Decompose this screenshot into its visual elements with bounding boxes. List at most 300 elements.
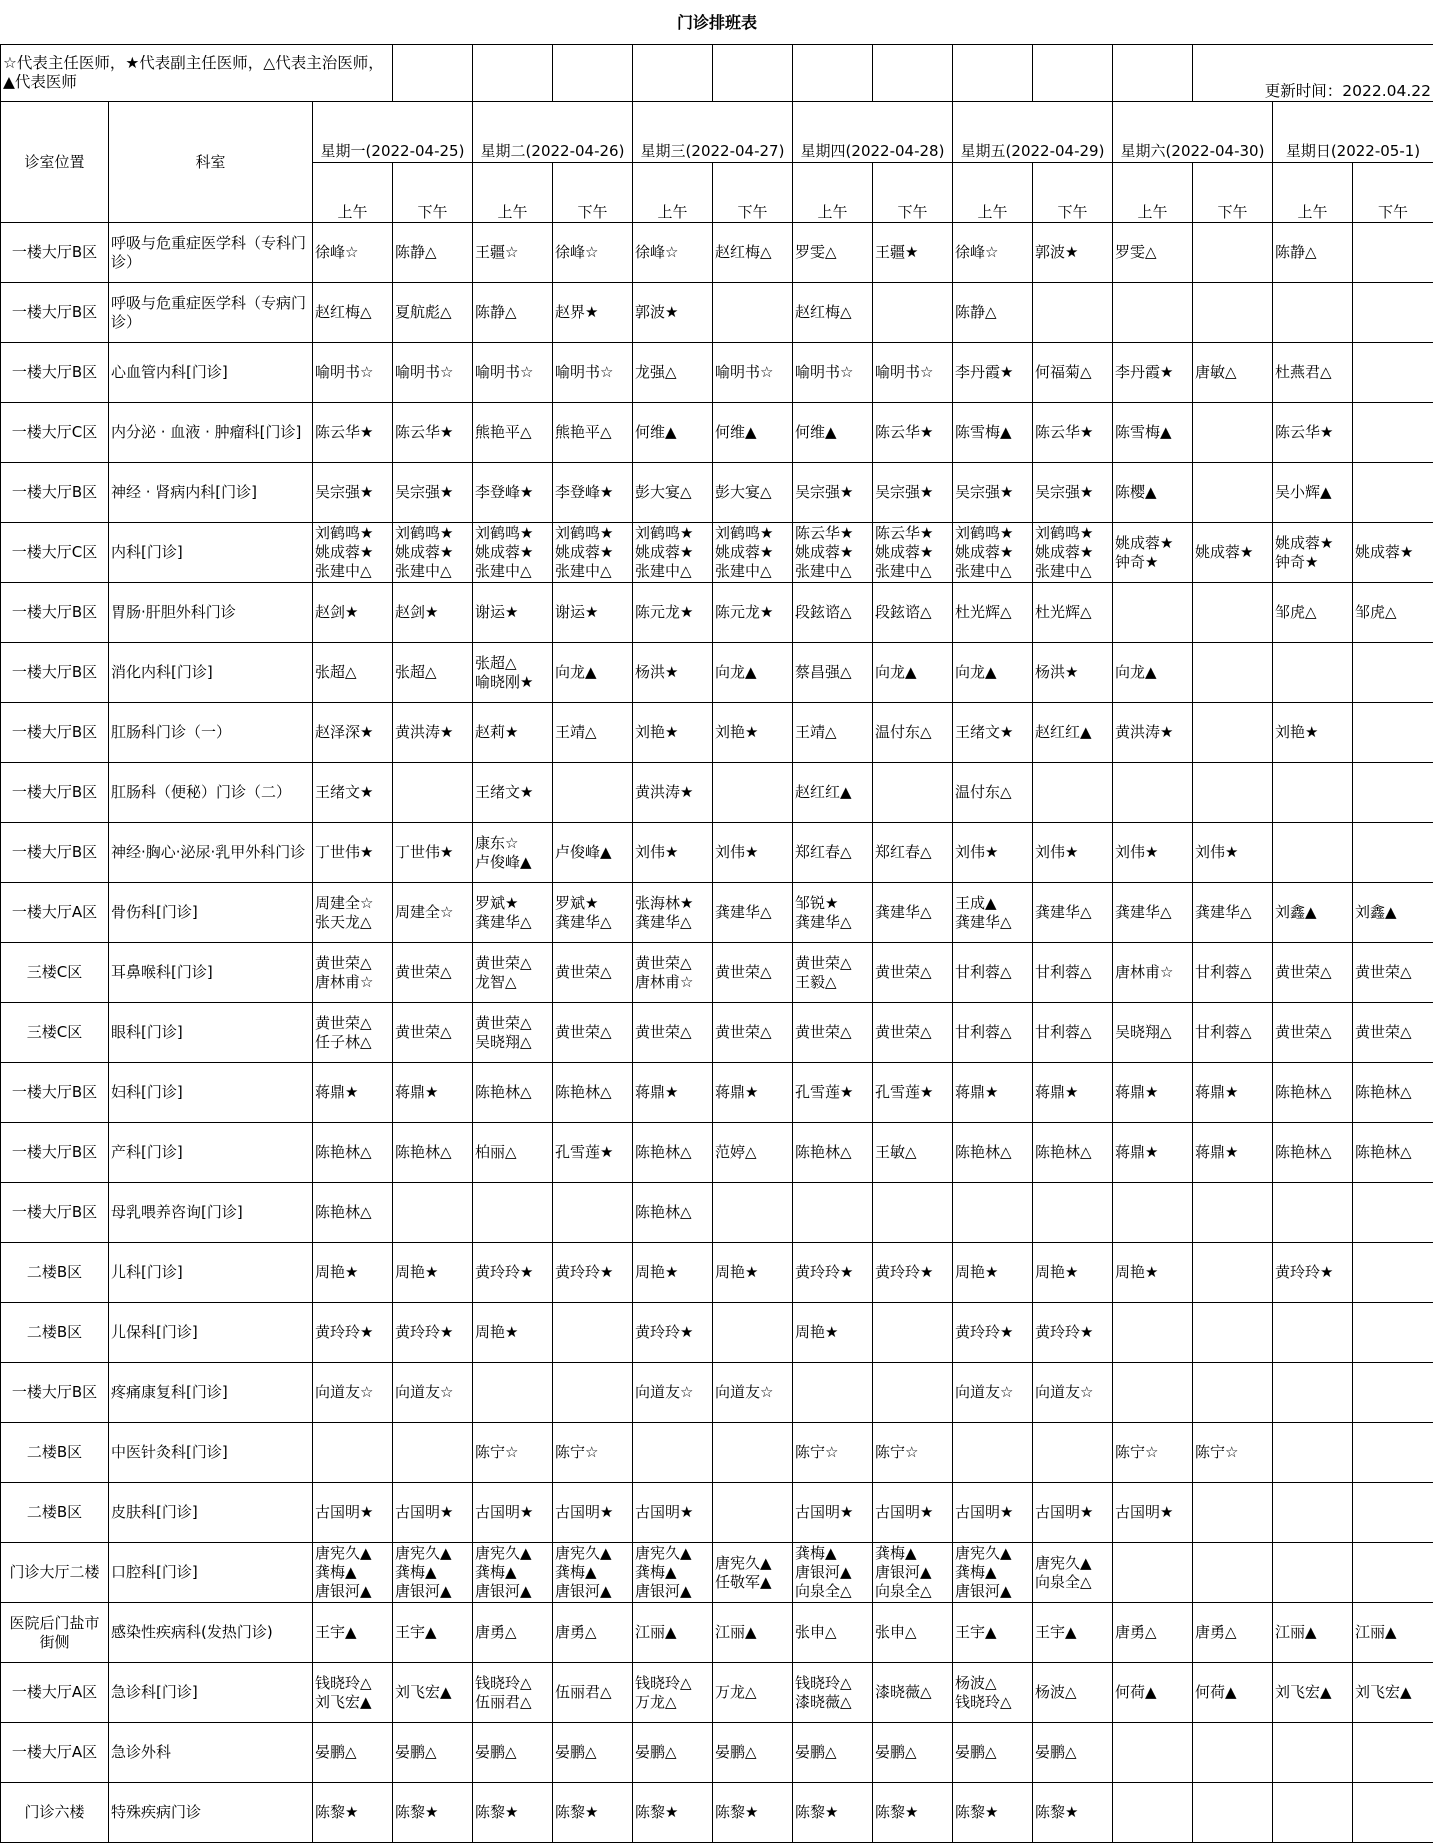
- doctor-name: 黄世荣△: [315, 953, 372, 972]
- doctor-name: 陈樱▲: [1115, 483, 1157, 501]
- schedule-cell: [1273, 763, 1353, 823]
- doctor-name: 张建中△: [1035, 562, 1092, 580]
- schedule-cell: [313, 1063, 393, 1123]
- location-cell: 一楼大厅C区: [1, 403, 109, 463]
- schedule-cell: [793, 883, 873, 943]
- schedule-cell: [1353, 1303, 1433, 1363]
- doctor-name: 吴宗强★: [875, 483, 934, 501]
- schedule-cell: [873, 1063, 953, 1123]
- schedule-cell: [1273, 1543, 1353, 1603]
- schedule-cell: [1113, 1483, 1193, 1543]
- doctor-name: 黄世荣△: [475, 1013, 532, 1032]
- doctor-name: 陈元龙★: [715, 603, 774, 621]
- schedule-cell: [393, 883, 473, 943]
- schedule-cell: [953, 883, 1033, 943]
- doctor-name: 王疆☆: [475, 243, 519, 261]
- table-row: [1, 943, 1433, 1003]
- doctor-name: 姚成蓉★: [715, 543, 774, 561]
- department-cell: 呼吸与危重症医学科（专病门诊）: [109, 283, 313, 343]
- schedule-cell: [793, 763, 873, 823]
- schedule-cell: [553, 343, 633, 403]
- schedule-cell: [1033, 1603, 1113, 1663]
- schedule-cell: [953, 283, 1033, 343]
- schedule-cell: [713, 703, 793, 763]
- schedule-cell: [1273, 583, 1353, 643]
- doctor-name: 甘利蓉△: [1035, 1023, 1092, 1041]
- schedule-cell: [953, 463, 1033, 523]
- doctor-name: 王绪文★: [955, 723, 1014, 741]
- doctor-name: 孔雪莲★: [875, 1083, 934, 1101]
- doctor-name: 陈云华★: [315, 423, 374, 441]
- schedule-cell: [1273, 823, 1353, 883]
- schedule-cell: [1113, 1663, 1193, 1723]
- doctor-name: 向龙▲: [555, 663, 597, 681]
- schedule-cell: [1113, 223, 1193, 283]
- doctor-name: 陈静△: [1275, 243, 1317, 261]
- doctor-name: 古国明★: [315, 1503, 374, 1521]
- doctor-name: 黄洪涛★: [395, 723, 454, 741]
- doctor-name: 王敏△: [875, 1143, 917, 1161]
- doctor-name: 陈宁☆: [475, 1443, 519, 1461]
- schedule-cell: [873, 1123, 953, 1183]
- schedule-cell: [633, 1723, 713, 1783]
- doctor-name: 陈艳林△: [795, 1143, 852, 1161]
- doctor-name: 刘鹤鸣★: [635, 524, 694, 542]
- doctor-name: 王绪文★: [475, 783, 534, 801]
- department-cell: 心血管内科[门诊]: [109, 343, 313, 403]
- schedule-cell: [793, 463, 873, 523]
- schedule-cell: [393, 823, 473, 883]
- doctor-name: 黄玲玲★: [1275, 1263, 1334, 1281]
- doctor-name: 蒋鼎★: [955, 1083, 999, 1101]
- doctor-name: 赵红梅△: [795, 303, 852, 321]
- doctor-name: 陈静△: [955, 303, 997, 321]
- schedule-cell: [473, 1663, 553, 1723]
- doctor-name: 唐银河▲: [395, 1582, 452, 1600]
- schedule-cell: [713, 943, 793, 1003]
- doctor-name: 龚建华△: [875, 903, 932, 921]
- doctor-name: 刘飞宏▲: [315, 1692, 372, 1711]
- doctor-name: 黄玲玲★: [395, 1323, 454, 1341]
- schedule-cell: [1113, 1543, 1193, 1603]
- doctor-name: 唐宪久▲: [555, 1544, 612, 1562]
- schedule-cell: [1353, 1363, 1433, 1423]
- schedule-cell: [873, 523, 953, 583]
- schedule-cell: [1193, 823, 1273, 883]
- schedule-cell: [1193, 1063, 1273, 1123]
- doctor-name: 吴晓翔△: [1115, 1023, 1172, 1041]
- doctor-name: 向龙▲: [875, 663, 917, 681]
- schedule-cell: [793, 523, 873, 583]
- schedule-cell: [393, 763, 473, 823]
- schedule-cell: [1353, 1483, 1433, 1543]
- schedule-cell: [393, 1663, 473, 1723]
- period-header-pm: 下午: [1033, 163, 1113, 223]
- schedule-cell: [313, 523, 393, 583]
- doctor-name: 康东☆: [475, 833, 519, 852]
- schedule-cell: [793, 1003, 873, 1063]
- schedule-cell: [1113, 943, 1193, 1003]
- doctor-name: 陈艳林△: [1355, 1143, 1412, 1161]
- doctor-name: 甘利蓉△: [1195, 1023, 1252, 1041]
- schedule-cell: [1353, 883, 1433, 943]
- schedule-cell: [1113, 883, 1193, 943]
- schedule-cell: [793, 403, 873, 463]
- table-row: [1, 223, 1433, 283]
- doctor-name: 唐林甫☆: [1115, 963, 1174, 981]
- doctor-name: 刘伟★: [1115, 843, 1159, 861]
- doctor-name: 吴宗强★: [795, 483, 854, 501]
- schedule-cell: [793, 643, 873, 703]
- schedule-cell: [1193, 1603, 1273, 1663]
- doctor-name: 陈艳林△: [315, 1143, 372, 1161]
- department-cell: 母乳喂养咨询[门诊]: [109, 1183, 313, 1243]
- department-cell: 肛肠科门诊（一）: [109, 703, 313, 763]
- schedule-cell: [1353, 523, 1433, 583]
- doctor-name: 李登峰★: [555, 483, 614, 501]
- doctor-name: 陈云华★: [1035, 423, 1094, 441]
- schedule-cell: [1033, 343, 1113, 403]
- schedule-cell: [553, 1303, 633, 1363]
- doctor-name: 李登峰★: [475, 483, 534, 501]
- doctor-name: 段鉉谘△: [875, 603, 932, 621]
- schedule-cell: [473, 1243, 553, 1303]
- doctor-name: 龚建华△: [1115, 903, 1172, 921]
- doctor-name: 张天龙△: [315, 912, 372, 931]
- schedule-cell: [953, 1483, 1033, 1543]
- schedule-cell: [713, 403, 793, 463]
- schedule-cell: [1273, 1663, 1353, 1723]
- schedule-cell: [393, 1183, 473, 1243]
- schedule-cell: [1113, 1183, 1193, 1243]
- schedule-cell: [1273, 1363, 1353, 1423]
- doctor-name: 漆晓薇△: [795, 1692, 852, 1711]
- schedule-cell: [393, 1003, 473, 1063]
- doctor-name: 卢俊峰▲: [475, 852, 532, 871]
- schedule-cell: [393, 1363, 473, 1423]
- table-row: [1, 823, 1433, 883]
- doctor-name: 黄玲玲★: [955, 1323, 1014, 1341]
- doctor-name: 姚成蓉★: [475, 543, 534, 561]
- doctor-name: 徐峰☆: [555, 243, 599, 261]
- schedule-cell: [953, 1543, 1033, 1603]
- doctor-name: 刘鹤鸣★: [475, 524, 534, 542]
- schedule-cell: [633, 823, 713, 883]
- schedule-cell: [393, 403, 473, 463]
- department-cell: 中医针灸科[门诊]: [109, 1423, 313, 1483]
- doctor-name: 王宇▲: [315, 1623, 357, 1641]
- schedule-cell: [793, 343, 873, 403]
- table-row: [1, 1723, 1433, 1783]
- doctor-name: 蒋鼎★: [1035, 1083, 1079, 1101]
- department-cell: 内分泌 · 血液 · 肿瘤科[门诊]: [109, 403, 313, 463]
- table-row: [1, 1123, 1433, 1183]
- schedule-cell: [393, 223, 473, 283]
- schedule-cell: [713, 1063, 793, 1123]
- schedule-cell: [1193, 1723, 1273, 1783]
- table-row: [1, 583, 1433, 643]
- doctor-name: 陈静△: [395, 243, 437, 261]
- doctor-name: 赵红梅△: [715, 243, 772, 261]
- schedule-cell: [1353, 1003, 1433, 1063]
- day-header-wed: 星期三(2022-04-27): [633, 102, 793, 163]
- period-header-pm: 下午: [1193, 163, 1273, 223]
- schedule-cell: [473, 1123, 553, 1183]
- period-header-pm: 下午: [553, 163, 633, 223]
- doctor-name: 刘鹤鸣★: [955, 524, 1014, 542]
- doctor-name: 唐宪久▲: [395, 1544, 452, 1562]
- schedule-cell: [393, 1483, 473, 1543]
- doctor-name: 古国明★: [395, 1503, 454, 1521]
- doctor-name: 喻明书☆: [715, 363, 774, 381]
- period-header-am: 上午: [1273, 163, 1353, 223]
- doctor-name: 姚成蓉★: [875, 543, 934, 561]
- schedule-cell: [953, 1723, 1033, 1783]
- schedule-cell: [633, 1483, 713, 1543]
- doctor-name: 周艳★: [315, 1263, 359, 1281]
- doctor-name: 陈云华★: [395, 423, 454, 441]
- schedule-cell: [393, 463, 473, 523]
- doctor-name: 张建中△: [475, 562, 532, 580]
- schedule-cell: [313, 1183, 393, 1243]
- doctor-name: 钱晓玲△: [635, 1673, 692, 1692]
- doctor-name: 赵剑★: [315, 603, 359, 621]
- schedule-cell: [473, 703, 553, 763]
- schedule-cell: [1193, 1123, 1273, 1183]
- schedule-cell: [393, 1063, 473, 1123]
- doctor-name: 徐峰☆: [955, 243, 999, 261]
- doctor-name: 唐宪久▲: [955, 1544, 1012, 1562]
- schedule-cell: [1113, 823, 1193, 883]
- doctor-name: 邹虎△: [1355, 603, 1397, 621]
- legend-text: ☆代表主任医师，★代表副主任医师，△代表主治医师，▲代表医师: [1, 45, 393, 102]
- department-cell: 神经 · 肾病内科[门诊]: [109, 463, 313, 523]
- period-header-am: 上午: [1113, 163, 1193, 223]
- schedule-cell: [473, 403, 553, 463]
- table-row: [1, 703, 1433, 763]
- schedule-cell: [1113, 403, 1193, 463]
- schedule-cell: [473, 763, 553, 823]
- schedule-cell: [473, 643, 553, 703]
- schedule-cell: [873, 223, 953, 283]
- schedule-cell: [473, 463, 553, 523]
- doctor-name: 郭波★: [635, 303, 679, 321]
- schedule-cell: [1273, 943, 1353, 1003]
- schedule-cell: [553, 1663, 633, 1723]
- doctor-name: 江丽▲: [715, 1623, 757, 1641]
- doctor-name: 张申△: [795, 1623, 837, 1641]
- doctor-name: 刘飞宏▲: [395, 1683, 452, 1701]
- doctor-name: 唐银河▲: [875, 1563, 932, 1581]
- schedule-cell: [473, 283, 553, 343]
- schedule-cell: [313, 1723, 393, 1783]
- schedule-cell: [713, 1423, 793, 1483]
- day-header-thu: 星期四(2022-04-28): [793, 102, 953, 163]
- doctor-name: 陈雪梅▲: [1115, 423, 1172, 441]
- doctor-name: 陈雪梅▲: [955, 423, 1012, 441]
- doctor-name: 吴晓翔△: [475, 1032, 532, 1051]
- doctor-name: 黄玲玲★: [1035, 1323, 1094, 1341]
- schedule-cell: [713, 1483, 793, 1543]
- doctor-name: 龚梅▲: [795, 1544, 837, 1562]
- schedule-cell: [1273, 403, 1353, 463]
- schedule-cell: [473, 523, 553, 583]
- doctor-name: 陈元龙★: [635, 603, 694, 621]
- schedule-cell: [953, 823, 1033, 883]
- doctor-name: 徐峰☆: [315, 243, 359, 261]
- doctor-name: 温付东△: [955, 783, 1012, 801]
- schedule-cell: [553, 883, 633, 943]
- location-cell: 一楼大厅B区: [1, 283, 109, 343]
- doctor-name: 龚梅▲: [955, 1563, 997, 1581]
- period-header-pm: 下午: [393, 163, 473, 223]
- doctor-name: 龚梅▲: [315, 1563, 357, 1581]
- schedule-cell: [393, 1423, 473, 1483]
- schedule-cell: [473, 1303, 553, 1363]
- schedule-cell: [553, 583, 633, 643]
- location-cell: 二楼B区: [1, 1483, 109, 1543]
- schedule-cell: [633, 583, 713, 643]
- schedule-cell: [1113, 763, 1193, 823]
- schedule-cell: [553, 1003, 633, 1063]
- schedule-cell: [313, 1243, 393, 1303]
- doctor-name: 周艳★: [1115, 1263, 1159, 1281]
- schedule-cell: [1273, 463, 1353, 523]
- doctor-name: 陈云华★: [795, 524, 854, 542]
- schedule-cell: [873, 1783, 953, 1843]
- doctor-name: 江丽▲: [1355, 1623, 1397, 1641]
- doctor-name: 晏鹏△: [875, 1743, 917, 1761]
- empty-cell: [1033, 45, 1113, 102]
- schedule-cell: [793, 1723, 873, 1783]
- doctor-name: 钱晓玲△: [955, 1692, 1012, 1711]
- schedule-cell: [1193, 523, 1273, 583]
- schedule-cell: [953, 1603, 1033, 1663]
- department-cell: 急诊外科: [109, 1723, 313, 1783]
- doctor-name: 古国明★: [1115, 1503, 1174, 1521]
- schedule-cell: [873, 703, 953, 763]
- schedule-cell: [553, 403, 633, 463]
- doctor-name: 王靖△: [795, 723, 837, 741]
- doctor-name: 陈艳林△: [1275, 1143, 1332, 1161]
- doctor-name: 陈艳林△: [1355, 1083, 1412, 1101]
- location-cell: 一楼大厅B区: [1, 1363, 109, 1423]
- schedule-cell: [633, 1603, 713, 1663]
- schedule-cell: [393, 1603, 473, 1663]
- schedule-cell: [713, 1723, 793, 1783]
- schedule-cell: [953, 1123, 1033, 1183]
- doctor-name: 刘伟★: [715, 843, 759, 861]
- doctor-name: 黄世荣△: [395, 963, 452, 981]
- doctor-name: 陈艳林△: [1275, 1083, 1332, 1101]
- schedule-cell: [313, 1303, 393, 1363]
- doctor-name: 姚成蓉★: [1355, 543, 1414, 561]
- schedule-cell: [1273, 283, 1353, 343]
- doctor-name: 熊艳平△: [475, 423, 532, 441]
- location-cell: 二楼B区: [1, 1303, 109, 1363]
- doctor-name: 唐宪久▲: [635, 1544, 692, 1562]
- schedule-cell: [713, 1663, 793, 1723]
- schedule-cell: [313, 883, 393, 943]
- doctor-name: 陈黎★: [955, 1803, 999, 1821]
- schedule-cell: [1273, 643, 1353, 703]
- schedule-cell: [473, 1603, 553, 1663]
- doctor-name: 唐勇△: [475, 1623, 517, 1641]
- empty-cell: [393, 45, 473, 102]
- department-cell: 眼科[门诊]: [109, 1003, 313, 1063]
- schedule-cell: [313, 583, 393, 643]
- doctor-name: 何维▲: [795, 423, 837, 441]
- schedule-cell: [1193, 883, 1273, 943]
- doctor-name: 周艳★: [1035, 1263, 1079, 1281]
- doctor-name: 周艳★: [715, 1263, 759, 1281]
- doctor-name: 刘伟★: [1035, 843, 1079, 861]
- department-cell: 口腔科[门诊]: [109, 1543, 313, 1603]
- doctor-name: 王宇▲: [395, 1623, 437, 1641]
- doctor-name: 杜燕君△: [1275, 363, 1332, 381]
- schedule-cell: [1113, 643, 1193, 703]
- doctor-name: 彭大宴△: [635, 483, 692, 501]
- doctor-name: 陈宁☆: [555, 1443, 599, 1461]
- schedule-cell: [393, 1723, 473, 1783]
- table-row: [1, 1063, 1433, 1123]
- schedule-cell: [713, 1303, 793, 1363]
- doctor-name: 陈黎★: [715, 1803, 759, 1821]
- doctor-name: 黄玲玲★: [475, 1263, 534, 1281]
- doctor-name: 唐银河▲: [955, 1582, 1012, 1600]
- page-title: 门诊排班表: [1, 0, 1433, 45]
- schedule-cell: [1353, 823, 1433, 883]
- schedule-cell: [713, 1783, 793, 1843]
- schedule-cell: [1193, 1483, 1273, 1543]
- doctor-name: 唐银河▲: [635, 1582, 692, 1600]
- period-header-am: 上午: [793, 163, 873, 223]
- schedule-cell: [873, 643, 953, 703]
- schedule-cell: [873, 403, 953, 463]
- schedule-cell: [553, 1603, 633, 1663]
- doctor-name: 范婷△: [715, 1143, 757, 1161]
- schedule-cell: [1273, 1003, 1353, 1063]
- schedule-cell: [313, 1543, 393, 1603]
- doctor-name: 姚成蓉★: [395, 543, 454, 561]
- schedule-cell: [473, 223, 553, 283]
- schedule-cell: [793, 703, 873, 763]
- schedule-cell: [953, 523, 1033, 583]
- doctor-name: 张超△: [395, 663, 437, 681]
- schedule-cell: [1113, 283, 1193, 343]
- doctor-name: 谢运★: [555, 603, 599, 621]
- doctor-name: 张建中△: [635, 562, 692, 580]
- period-header-am: 上午: [473, 163, 553, 223]
- doctor-name: 姚成蓉★: [555, 543, 614, 561]
- schedule-cell: [1273, 1603, 1353, 1663]
- schedule-cell: [793, 1543, 873, 1603]
- doctor-name: 喻明书☆: [875, 363, 934, 381]
- schedule-cell: [1033, 1303, 1113, 1363]
- doctor-name: 黄世荣△: [555, 963, 612, 981]
- schedule-cell: [1353, 1783, 1433, 1843]
- doctor-name: 向龙▲: [955, 663, 997, 681]
- department-cell: 皮肤科[门诊]: [109, 1483, 313, 1543]
- doctor-name: 蒋鼎★: [1195, 1083, 1239, 1101]
- schedule-cell: [1193, 583, 1273, 643]
- doctor-name: 向泉全△: [875, 1582, 932, 1600]
- schedule-cell: [553, 283, 633, 343]
- schedule-cell: [633, 763, 713, 823]
- doctor-name: 罗雯△: [1115, 243, 1157, 261]
- schedule-cell: [393, 343, 473, 403]
- schedule-cell: [953, 1243, 1033, 1303]
